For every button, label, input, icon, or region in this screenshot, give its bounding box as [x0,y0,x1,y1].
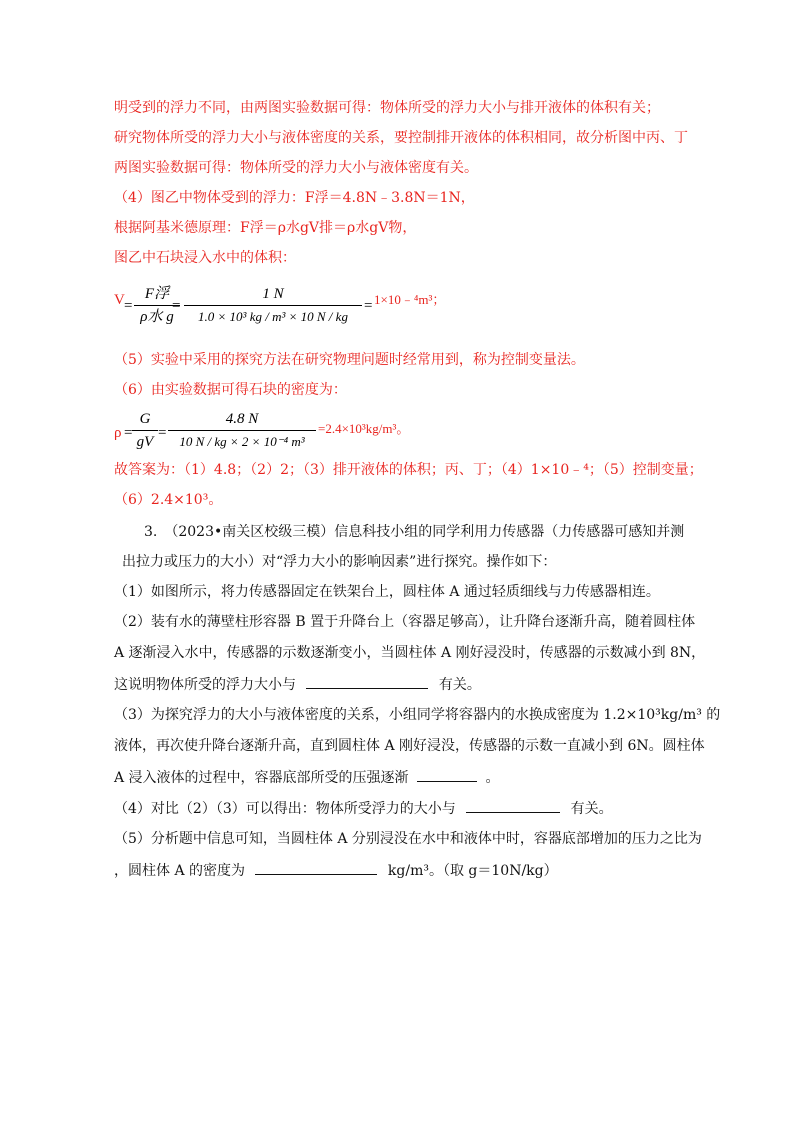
question-3-part-3-line-2: 液体，再次使升降台逐渐升高，直到圆柱体 A 刚好浸没，传感器的示数一直减小到 6N。圆柱体 [114,738,705,754]
answer-blank-4[interactable] [466,798,560,813]
solution-line-4: （4）图乙中物体受到的浮力：F浮＝4.8N﹣3.8N＝1N， [114,190,475,206]
v-label: V [114,292,125,308]
answer-blank-2[interactable] [306,674,428,689]
part-4-suffix: 有关。 [570,801,613,817]
rho-fraction-2 [168,408,316,453]
rho-label: ρ [114,425,122,441]
v-result: 1×10﹣⁴m³； [374,292,446,307]
question-3-line-2: 出拉力或压力的大小）对“浮力大小的影响因素”进行探究。操作如下： [122,554,557,570]
question-3-part-2-line-3 [114,674,481,695]
v-equals-1: = [124,298,133,314]
answer-blank-3[interactable] [417,767,477,782]
v-fraction-2-denominator: 1.0 × 10³ kg / m³ × 10 N / kg [198,309,348,324]
rho-equals-2: = [158,425,167,441]
v-equals-2: = [172,298,181,314]
solution-line-7: （5）实验中采用的探究方法在研究物理问题时经常用到，称为控制变量法。 [114,352,585,368]
question-3-part-3-line-1: （3）为探究浮力的大小与液体密度的关系，小组同学将容器内的水换成密度为 1.2×10³kg/m³ 的 [114,707,721,723]
part-5-suffix: kg/m³。（取 g＝10N/kg） [387,863,558,879]
solution-line-3: 两图实验数据可得：物体所受的浮力大小与液体密度有关。 [114,160,478,176]
solution-line-1: 明受到的浮力不同，由两图实验数据可得：物体所受的浮力大小与排开液体的体积有关； [114,100,660,116]
rho-equals-1: = [124,425,133,441]
question-3-part-5-line-1: （5）分析题中信息可知，当圆柱体 A 分别浸没在水中和液体中时，容器底部增加的压力之比为 [114,831,702,847]
solution-line-5: 根据阿基米德原理：F浮＝ρ水gV排＝ρ水gV物， [114,220,417,236]
v-fraction-2 [184,283,362,328]
part-4-prefix: （4）对比（2）（3）可以得出：物体所受浮力的大小与 [114,801,456,817]
solution-line-2: 研究物体所受的浮力大小与液体密度的关系，要控制排开液体的体积相同，故分析图中丙、丁 [114,130,688,146]
rho-fraction-2-numerator: 4.8 N [225,411,259,427]
solution-line-8: （6）由实验数据可得石块的密度为： [114,382,347,398]
question-3-part-1: （1）如图所示，将力传感器固定在铁架台上，圆柱体 A 通过轻质细线与力传感器相连。 [114,584,660,600]
rho-result: =2.4×10³kg/m³。 [318,421,410,436]
question-3-part-2-line-2: A 逐渐浸入水中，传感器的示数逐渐变小，当圆柱体 A 刚好浸没时，传感器的示数减小到 8N， [114,645,706,661]
part-3-suffix: 。 [485,770,500,786]
question-3-line-1: 3. （2023•南关区校级三模）信息科技小组的同学利用力传感器（力传感器可感知并测 [144,524,685,540]
v-equals-3: = [364,298,373,314]
rho-fraction-1-numerator: G [139,411,151,427]
part-2-suffix: 有关。 [438,677,481,693]
question-3-part-3-line-3 [114,767,499,788]
rho-fraction-1-denominator: gV [136,434,154,450]
part-5-prefix: ，圆柱体 A 的密度为 [114,863,246,879]
rho-fraction-2-denominator: 10 N / kg × 2 × 10⁻⁴ m³ [179,434,305,449]
question-3-part-5-line-2 [114,860,558,881]
part-2-prefix: 这说明物体所受的浮力大小与 [114,677,296,693]
rho-fraction-1 [132,408,158,453]
answer-line-1: 故答案为：（1）4.8；（2）2；（3）排开液体的体积；丙、丁；（4）1×10﹣⁴；（5）控制变量； [114,462,703,478]
answer-blank-5[interactable] [255,860,377,875]
question-3-part-2-line-1: （2）装有水的薄壁柱形容器 B 置于升降台上（容器足够高），让升降台逐渐升高，随着圆柱体 [114,614,696,630]
v-fraction-2-numerator: 1 N [262,286,284,302]
v-fraction-1-denominator: ρ水 g [140,309,174,325]
solution-line-6: 图乙中石块浸入水中的体积： [114,250,296,266]
part-3-prefix: A 浸入液体的过程中，容器底部所受的压强逐渐 [114,770,409,786]
question-3-part-4 [114,798,613,819]
v-fraction-1-numerator: F浮 [144,286,170,302]
answer-line-2: （6）2.4×10³。 [114,492,223,508]
